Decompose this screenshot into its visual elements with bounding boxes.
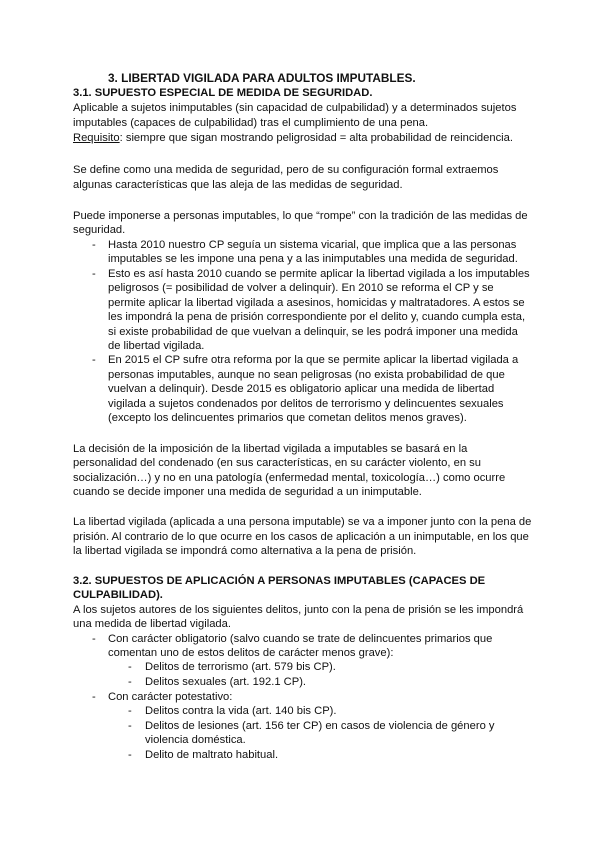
sub-list-item: Delitos de terrorismo (art. 579 bis CP). (145, 661, 336, 673)
list-item-line: peligrosos (= posibilidad de volver a delinquir). En 2010 se reforma el CP y se (108, 282, 494, 294)
paragraph-line: cuando se decide imponer una medida de seguridad a un inimputable. (73, 486, 422, 498)
paragraph-line: personalidad del condenado (en sus características, en su carácter violento, en su (73, 457, 481, 469)
sub-list-item: Delito de maltrato habitual. (145, 749, 279, 761)
list-item-line: les impondrá la pena de prisión correspondiente por el delito y, cuando cumpla esta, (108, 311, 526, 323)
list-item-line: En 2015 el CP sufre otra reforma por la que se permite aplicar la libertad vigilada a (108, 354, 519, 366)
bullet-dash: - (92, 354, 96, 366)
paragraph-line: algunas características que las aleja de las medidas de seguridad. (73, 179, 403, 191)
bullet-dash: - (92, 239, 96, 251)
list-item-line: Con carácter obligatorio (salvo cuando se trate de delincuentes primarios que (108, 633, 493, 645)
sub-list-item: violencia doméstica. (145, 734, 246, 746)
paragraph-line: seguridad. (73, 224, 126, 236)
paragraph-line: Aplicable a sujetos inimputables (sin capacidad de culpabilidad) y a determinados sujetos (73, 102, 517, 114)
paragraph-line: socialización…) y no en una patología (enfermedad mental, toxicología…) como ocurre (73, 472, 506, 484)
paragraph-line: Puede imponerse a personas imputables, lo que “rompe” con la tradición de las medidas de (73, 210, 528, 222)
heading-3-1: 3.1. SUPUESTO ESPECIAL DE MEDIDA DE SEGURIDAD. (73, 87, 373, 99)
list-item-line: Hasta 2010 nuestro CP seguía un sistema vicarial, que implica que a las personas (108, 239, 517, 251)
sub-bullet-dash: - (128, 749, 132, 761)
sub-list-item: Delitos sexuales (art. 192.1 CP). (145, 676, 307, 688)
bullet-dash: - (92, 268, 96, 280)
list-item-line: personas imputables, aunque no sean peligrosas (no exista probabilidad de que (108, 369, 505, 381)
paragraph-line: Se define como una medida de seguridad, pero de su configuración formal extraemos (73, 164, 499, 176)
list-item-line: (excepto los delincuentes primarios que cometan delitos menos graves). (108, 412, 467, 424)
list-item-line: de libertad vigilada. (108, 340, 205, 352)
sub-list-item: Delitos de lesiones (art. 156 ter CP) en casos de violencia de género y (145, 720, 495, 732)
list-item-line: si existe probabilidad de que vuelvan a delinquir, se les podrá imponer una medida (108, 326, 518, 338)
section-title: 3. LIBERTAD VIGILADA PARA ADULTOS IMPUTABLES. (108, 71, 416, 85)
list-item-line: vuelvan a delinquir). Desde 2015 es obligatorio aplicar una medida de libertad (108, 383, 495, 395)
list-item-line: comentan uno de estos delitos de carácter menos grave): (108, 647, 394, 659)
list-item-line: imputables se les impone una pena y a las inimputables una medida de seguridad. (108, 253, 518, 265)
heading-3-2: 3.2. SUPUESTOS DE APLICACIÓN A PERSONAS IMPUTABLES (CAPACES DE (73, 575, 486, 587)
bullet-dash: - (92, 691, 96, 703)
paragraph-line: La decisión de la imposición de la libertad vigilada a imputables se basará en la (73, 443, 468, 455)
paragraph-line: una medida de libertad vigilada. (73, 618, 231, 630)
requirement-line (73, 131, 513, 145)
paragraph-line: prisión. Al contrario de lo que ocurre en los casos de aplicación a un inimputable, en los que (73, 531, 529, 543)
sub-bullet-dash: - (128, 676, 132, 688)
sub-bullet-dash: - (128, 705, 132, 717)
paragraph-line: la libertad vigilada se impondrá como alternativa a la pena de prisión. (73, 545, 417, 557)
list-item-line: vigilada a sujetos condenados por delitos de terrorismo y delincuentes sexuales (108, 398, 504, 410)
list-item-line: Esto es así hasta 2010 cuando se permite aplicar la libertad vigilada a los imputables (108, 268, 530, 280)
sub-list-item: Delitos contra la vida (art. 140 bis CP). (145, 705, 337, 717)
bullet-dash: - (92, 633, 96, 645)
requirement-label: Requisito (73, 132, 120, 144)
paragraph-line: La libertad vigilada (aplicada a una persona imputable) se va a imponer junto con la pena de (73, 516, 532, 528)
paragraph-line: A los sujetos autores de los siguientes delitos, junto con la pena de prisión se les impondrá (73, 604, 524, 616)
list-item-line: Con carácter potestativo: (108, 691, 233, 703)
paragraph-line: imputables (capaces de culpabilidad) tras el cumplimiento de una pena. (73, 117, 429, 129)
list-item-line: permite aplicar la libertad vigilada a asesinos, homicidas y maltratadores. A estos se (108, 297, 525, 309)
requirement-text: : siempre que sigan mostrando peligrosidad = alta probabilidad de reincidencia. (119, 132, 514, 144)
sub-bullet-dash: - (128, 661, 132, 673)
sub-bullet-dash: - (128, 720, 132, 732)
heading-3-2-cont: CULPABILIDAD). (73, 589, 163, 601)
